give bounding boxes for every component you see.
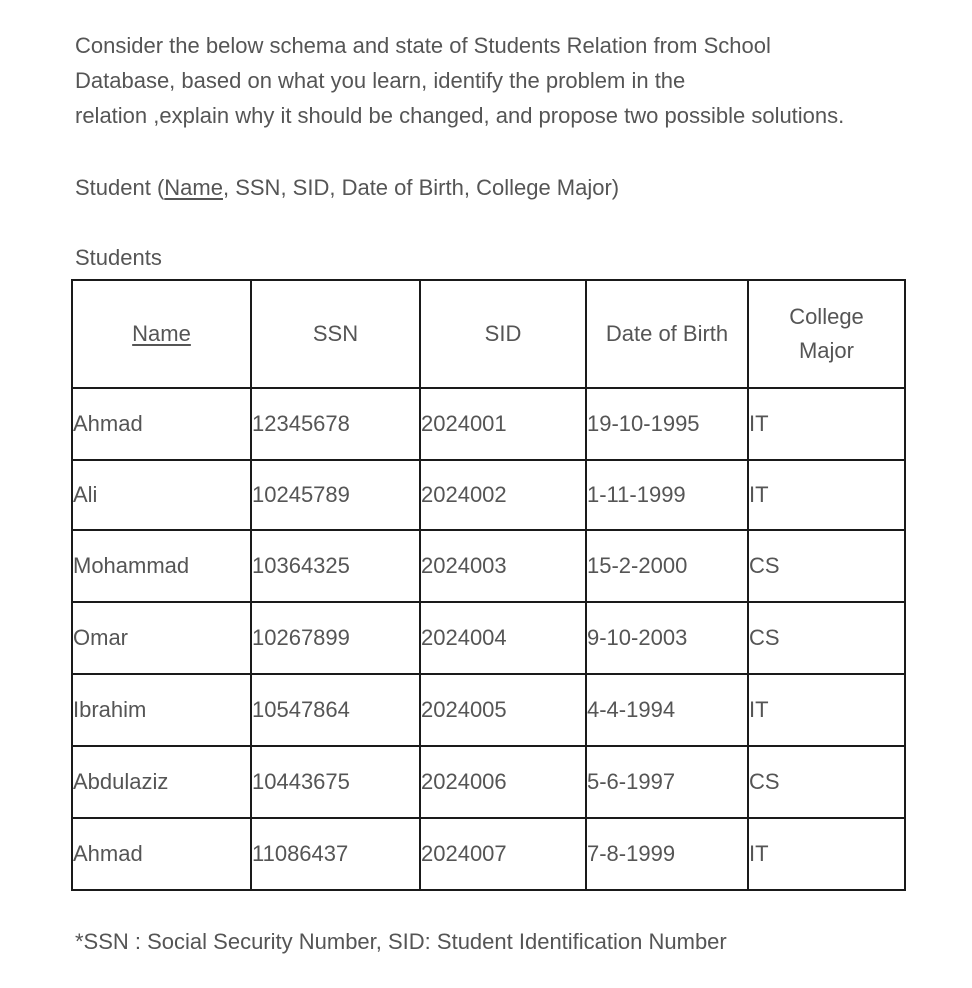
schema-other-attributes: , SSN, SID, Date of Birth, College Major) bbox=[222, 175, 620, 200]
cell-dob: 1-11-1999 bbox=[586, 460, 748, 530]
schema-key-attribute: Name bbox=[164, 175, 223, 200]
header-major-line2: Major bbox=[798, 338, 854, 363]
question-line-2: Database, based on what you learn, identify the problem in the bbox=[75, 68, 686, 93]
cell-ssn: 10443675 bbox=[251, 746, 420, 818]
question-line-1: Consider the below schema and state of Students Relation from School bbox=[75, 33, 771, 58]
cell-major: CS bbox=[748, 530, 905, 602]
header-name bbox=[72, 280, 251, 388]
table-row bbox=[72, 818, 905, 890]
cell-name: Ibrahim bbox=[72, 674, 251, 746]
question-line-3: relation ,explain why it should be changed, and propose two possible solutions. bbox=[75, 103, 845, 128]
cell-sid: 2024001 bbox=[420, 388, 586, 460]
cell-name: Mohammad bbox=[72, 530, 251, 602]
cell-ssn: 12345678 bbox=[251, 388, 420, 460]
cell-ssn: 11086437 bbox=[251, 818, 420, 890]
table-row bbox=[72, 460, 905, 530]
header-major-line1: College bbox=[789, 304, 864, 329]
header-sid: SID bbox=[420, 280, 586, 388]
schema-open-paren: ( bbox=[156, 175, 165, 200]
cell-major: CS bbox=[748, 746, 905, 818]
header-dob: Date of Birth bbox=[586, 280, 748, 388]
students-table bbox=[71, 279, 906, 891]
cell-major: IT bbox=[748, 460, 905, 530]
header-college-major bbox=[748, 280, 905, 388]
cell-name: Ahmad bbox=[72, 388, 251, 460]
cell-dob: 9-10-2003 bbox=[586, 602, 748, 674]
cell-dob: 15-2-2000 bbox=[586, 530, 748, 602]
cell-sid: 2024007 bbox=[420, 818, 586, 890]
cell-major: IT bbox=[748, 388, 905, 460]
cell-dob: 19-10-1995 bbox=[586, 388, 748, 460]
cell-ssn: 10547864 bbox=[251, 674, 420, 746]
cell-dob: 7-8-1999 bbox=[586, 818, 748, 890]
cell-name: Ahmad bbox=[72, 818, 251, 890]
cell-ssn: 10364325 bbox=[251, 530, 420, 602]
cell-sid: 2024002 bbox=[420, 460, 586, 530]
question-text bbox=[75, 28, 955, 133]
cell-major: IT bbox=[748, 674, 905, 746]
cell-dob: 5-6-1997 bbox=[586, 746, 748, 818]
table-row bbox=[72, 746, 905, 818]
cell-major: CS bbox=[748, 602, 905, 674]
cell-dob: 4-4-1994 bbox=[586, 674, 748, 746]
table-row bbox=[72, 602, 905, 674]
cell-sid: 2024003 bbox=[420, 530, 586, 602]
table-row bbox=[72, 674, 905, 746]
cell-name: Abdulaziz bbox=[72, 746, 251, 818]
cell-name: Omar bbox=[72, 602, 251, 674]
table-row bbox=[72, 530, 905, 602]
cell-sid: 2024005 bbox=[420, 674, 586, 746]
table-caption: Students bbox=[75, 245, 162, 270]
cell-major: IT bbox=[748, 818, 905, 890]
cell-sid: 2024004 bbox=[420, 602, 586, 674]
table-header-row bbox=[72, 280, 905, 388]
header-ssn: SSN bbox=[251, 280, 420, 388]
cell-name: Ali bbox=[72, 460, 251, 530]
header-name-label: Name bbox=[132, 321, 191, 346]
table-row bbox=[72, 388, 905, 460]
cell-ssn: 10245789 bbox=[251, 460, 420, 530]
cell-sid: 2024006 bbox=[420, 746, 586, 818]
footnote: *SSN : Social Security Number, SID: Student Identification Number bbox=[75, 929, 727, 954]
cell-ssn: 10267899 bbox=[251, 602, 420, 674]
schema-definition bbox=[75, 170, 619, 205]
schema-relation-name: Student bbox=[75, 175, 151, 200]
